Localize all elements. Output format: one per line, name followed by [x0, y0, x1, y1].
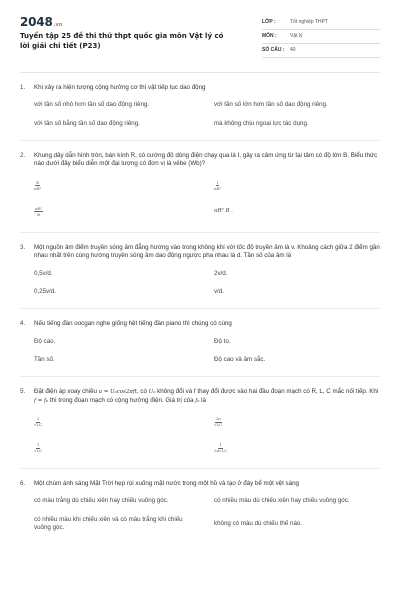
document-header	[20, 14, 380, 58]
option-a[interactable]: 0,5v/d.	[34, 269, 53, 277]
fraction	[34, 207, 43, 217]
question-4	[20, 320, 380, 364]
meta-key: MÔN :	[262, 33, 277, 40]
fraction-denominator: B	[37, 211, 41, 217]
option-b[interactable]	[214, 178, 380, 194]
option-b[interactable]: với tần số lớn hơn tần số dao động riêng.	[214, 101, 328, 109]
fraction-numerator: 2π	[215, 416, 221, 422]
meta-value: Tốt nghiệp THPT	[290, 19, 328, 26]
math-expression: U₀	[148, 389, 156, 396]
meta-value: Vật lý	[290, 33, 303, 40]
fraction-denominator: πB²	[214, 185, 222, 191]
question-divider	[20, 232, 380, 233]
fraction-numerator: 1	[219, 442, 222, 448]
fraction-numerator: 1	[36, 442, 40, 448]
fraction-denominator: √LC	[214, 422, 223, 428]
fraction	[34, 417, 42, 427]
brand-tld: .vn	[53, 22, 63, 28]
question-6	[20, 480, 380, 532]
question-1	[20, 84, 380, 128]
question-text: Một nguồn âm điểm truyền sóng âm đẳng hướng vào trong không khí với tốc độ truyền âm là v. Khoảng cách giữa 2 điểm gần nhau nhất trên cùng hướng truyền sóng âm dao động ngược pha nhau là d. Tần số của âm là	[34, 243, 380, 260]
text-segment: thì trong đoạn mạch có cộng hưởng điện. Giá trị của	[48, 396, 196, 404]
options-list	[34, 338, 380, 365]
options-list	[34, 414, 380, 456]
option-b[interactable]: Độ to.	[214, 337, 231, 345]
document-title: Tuyển tập 25 đề thi thử thpt quốc gia môn Vật lý có lời giải chi tiết (P23)	[20, 32, 224, 50]
option-d[interactable]: mà không chịu ngoại lực tác dụng.	[214, 119, 309, 127]
meta-key: LỚP :	[262, 19, 276, 26]
option-b[interactable]: 2v/d.	[214, 269, 228, 277]
text-segment: Đặt điện áp xoay chiều	[34, 388, 99, 396]
question-5	[20, 388, 380, 456]
option-c[interactable]: với tần số bằng tần số dao động riêng.	[34, 119, 140, 127]
meta-row-count	[262, 44, 380, 58]
fraction-denominator: πB²	[34, 185, 42, 191]
options-list	[34, 101, 380, 128]
options-list	[34, 270, 380, 297]
fraction-numerator: πR²	[35, 205, 43, 211]
header-left	[20, 14, 235, 51]
option-b[interactable]	[214, 414, 380, 430]
fraction-denominator: √LC	[34, 422, 43, 428]
text-segment: là	[199, 396, 206, 404]
brand-logo[interactable]	[20, 14, 235, 30]
question-number: 3.	[20, 243, 26, 251]
option-d[interactable]: Độ cao và âm sắc.	[214, 355, 266, 363]
math-expression: f = f₀	[34, 397, 49, 404]
document-meta	[262, 16, 380, 58]
math-expression: u = U₀cos2πft	[98, 389, 137, 396]
math-expression: πR² B .	[214, 208, 233, 215]
question-text: Nếu tiếng đàn oocgan nghe giống hệt tiếng đàn piano thì chúng có cùng	[34, 320, 232, 328]
header-divider	[20, 72, 380, 73]
fraction	[34, 443, 42, 453]
question-text	[34, 388, 380, 405]
option-d[interactable]	[214, 440, 380, 456]
question-number: 5.	[20, 388, 26, 396]
fraction-numerator: 2	[36, 416, 40, 422]
brand-number: 2048	[20, 15, 53, 29]
option-a[interactable]	[34, 178, 200, 194]
fraction	[34, 181, 41, 191]
option-c[interactable]: có nhiều màu khi chiếu xiên và có màu trắng khi chiếu vuông góc.	[34, 515, 183, 532]
text-segment: , có	[136, 388, 149, 396]
option-d[interactable]: v/d.	[214, 287, 224, 295]
meta-key: SỐ CÂU :	[262, 47, 285, 54]
question-number: 4.	[20, 320, 26, 328]
question-divider	[20, 140, 380, 141]
options-list	[34, 178, 380, 220]
question-divider	[20, 468, 380, 469]
option-c[interactable]	[34, 204, 200, 220]
question-number: 6.	[20, 480, 26, 488]
option-a[interactable]	[34, 414, 200, 430]
question-3	[20, 244, 380, 296]
question-text: Khung dây dẫn hình tròn, bán kính R, có cường độ dòng điện chạy qua là I, gây ra cảm ứng từ tại tâm có độ lớn B. Biểu thức nào dưới đây biểu diễn một đại lượng có đơn vị là vêbe (Wb)?	[34, 152, 378, 168]
fraction	[214, 181, 221, 191]
question-text: Khi xảy ra hiện tượng cộng hưởng cơ thì vật tiếp tục dao động	[34, 84, 206, 91]
question-divider	[20, 308, 380, 309]
fraction	[214, 417, 222, 427]
option-d[interactable]	[214, 204, 380, 220]
text-segment: không đổi và f thay đổi được vào hai đầu đoạn mạch có R, L, C mắc nối tiếp. Khi	[155, 388, 379, 396]
question-number: 2.	[20, 152, 26, 160]
options-list	[34, 497, 380, 532]
question-number: 1.	[20, 84, 26, 91]
option-a[interactable]: Độ cao.	[34, 337, 56, 345]
option-a[interactable]: với tần số nhỏ hơn tần số dao động riêng.	[34, 101, 150, 109]
question-2	[20, 152, 380, 220]
meta-row-subject	[262, 30, 380, 44]
fraction-numerator: I	[216, 179, 219, 185]
option-a[interactable]: có màu trắng dù chiếu xiên hay chiếu vuông góc.	[34, 497, 169, 505]
math-expression: f₀	[195, 397, 200, 404]
meta-row-class	[262, 16, 380, 30]
question-divider	[20, 376, 380, 377]
fraction-numerator: R	[36, 179, 40, 185]
option-c[interactable]: Tần số.	[34, 355, 55, 363]
option-d[interactable]: không có màu dù chiếu thế nào.	[214, 519, 303, 527]
fraction	[214, 443, 227, 453]
option-c[interactable]	[34, 440, 200, 456]
option-c[interactable]: 0,25v/d.	[34, 287, 57, 295]
fraction-denominator: 2π√LC	[214, 448, 228, 454]
option-b[interactable]: có nhiều màu dù chiếu xiên hay chiếu vuông góc.	[214, 497, 350, 505]
question-text: Một chùm ánh sáng Mặt Trời hẹp rọi xuống mặt nước trong một hồ và tạo ở đáy bể một vệt sáng	[34, 480, 299, 488]
meta-value: 40	[290, 47, 296, 54]
fraction-denominator: √LC	[34, 448, 43, 454]
